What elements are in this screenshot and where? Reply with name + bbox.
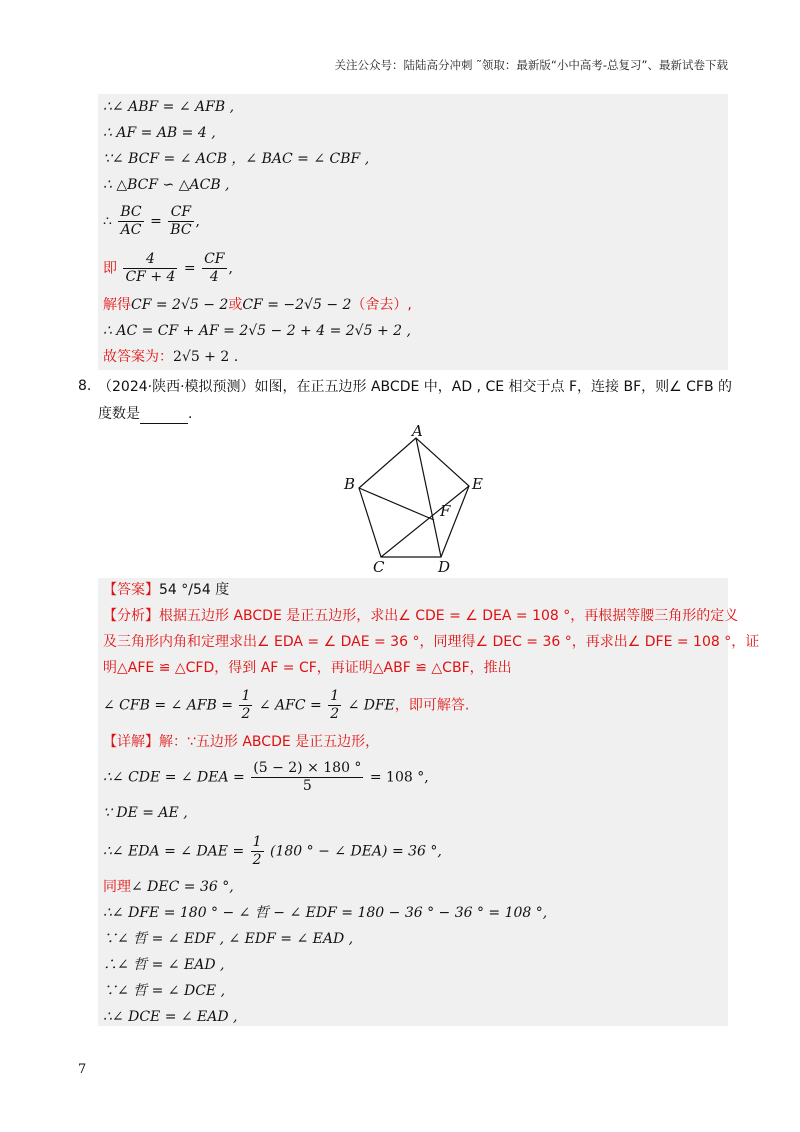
detail-line-9: ∵∠ 哲 = ∠ DCE , xyxy=(103,983,226,999)
step-line-5: ∴ $\frac{BC}{AC}$ = $\frac{CF}{BC}$ , xyxy=(103,204,200,238)
analysis-line-2: 及三角形内角和定理求出∠ EDA = ∠ DAE = 36 °，同理得∠ DEC = 36 °，再求出∠ DFE = 108 °，证 xyxy=(103,634,760,650)
segment-CE xyxy=(381,486,469,557)
detail-line-1: 【详解】解：∵五边形 ABCDE 是正五边形， xyxy=(103,734,380,750)
step-line-1: ∴∠ ABF = ∠ AFB , xyxy=(103,99,235,115)
pentagon-outline xyxy=(359,438,469,557)
label-B: B xyxy=(344,475,356,493)
step-line-2: ∴ AF = AB = 4 , xyxy=(103,125,216,141)
pentagon-figure xyxy=(330,425,500,573)
analysis-line-3: 明△AFE ≌ △CFD，得到 AF = CF，再证明△ABF ≌ △CBF，推出 xyxy=(103,660,512,676)
detail-line-8: ∴∠ 哲 = ∠ EAD , xyxy=(103,957,225,973)
question-text: （2024·陕西·模拟预测）如图，在正五边形 ABCDE 中，AD , CE 相交于点 F，连接 BF，则∠ CFB 的 xyxy=(98,379,733,395)
label-F: F xyxy=(440,502,451,520)
question-number: 8. xyxy=(78,378,92,394)
question-text-line-2: 度数是 . xyxy=(98,406,193,422)
page-header: 关注公众号：陆陆高分冲刺 ˜领取：最新版“小中高考-总复习”、最新试卷下载 xyxy=(334,58,728,72)
segment-BF xyxy=(359,488,434,520)
page-number: 7 xyxy=(78,1062,87,1077)
label-E: E xyxy=(472,475,483,493)
label-D: D xyxy=(438,558,451,573)
step-line-6: 即 $\frac{4}{CF + 4}$ = $\frac{CF}{4}$ , xyxy=(103,251,233,285)
analysis-line-1: 【分析】根据五边形 ABCDE 是正五边形，求出∠ CDE = ∠ DEA = 108 °，再根据等腰三角形的定义 xyxy=(103,608,739,624)
step-line-9: 故答案为：2√5 + 2 . xyxy=(103,349,239,365)
detail-line-10: ∴∠ DCE = ∠ EAD , xyxy=(103,1009,238,1025)
label-A: A xyxy=(412,425,423,440)
segment-AD xyxy=(416,438,441,557)
step-line-3: ∵∠ BCF = ∠ ACB ，∠ BAC = ∠ CBF , xyxy=(103,151,370,167)
detail-line-4: ∴∠ EDA = ∠ DAE = $\frac{1}{2}$ (180 ° − ∠ DEA) = 36 °, xyxy=(103,834,442,868)
step-line-4: ∴ △BCF ∽ △ACB , xyxy=(103,177,230,193)
detail-line-7: ∵∠ 哲 = ∠ EDF , ∠ EDF = ∠ EAD , xyxy=(103,931,354,947)
detail-line-2: ∴∠ CDE = ∠ DEA = $\frac{(5 - 2) \times 180 ^\circ}{5}$ = 108 °, xyxy=(103,760,429,794)
analysis-line-4: ∠ CFB = ∠ AFB = $\frac{1}{2}$ ∠ AFC = $\frac{1}{2}$ ∠ DFE，即可解答. xyxy=(103,688,470,722)
label-C: C xyxy=(373,558,385,573)
detail-line-6: ∴∠ DFE = 180 ° − ∠ 哲 − ∠ EDF = 180 − 36 ° − 36 ° = 108 °, xyxy=(103,905,548,921)
step-line-7: 解得CF = 2√5 − 2或CF = −2√5 − 2（舍去）, xyxy=(103,297,412,313)
step-line-8: ∴ AC = CF + AF = 2√5 − 2 + 4 = 2√5 + 2 , xyxy=(103,323,411,339)
answer-blank xyxy=(140,409,188,424)
detail-line-5: 同理∠ DEC = 36 °, xyxy=(103,879,234,895)
answer-line: 【答案】54 °/54 度 xyxy=(103,582,230,598)
detail-line-3: ∵ DE = AE , xyxy=(103,805,188,821)
